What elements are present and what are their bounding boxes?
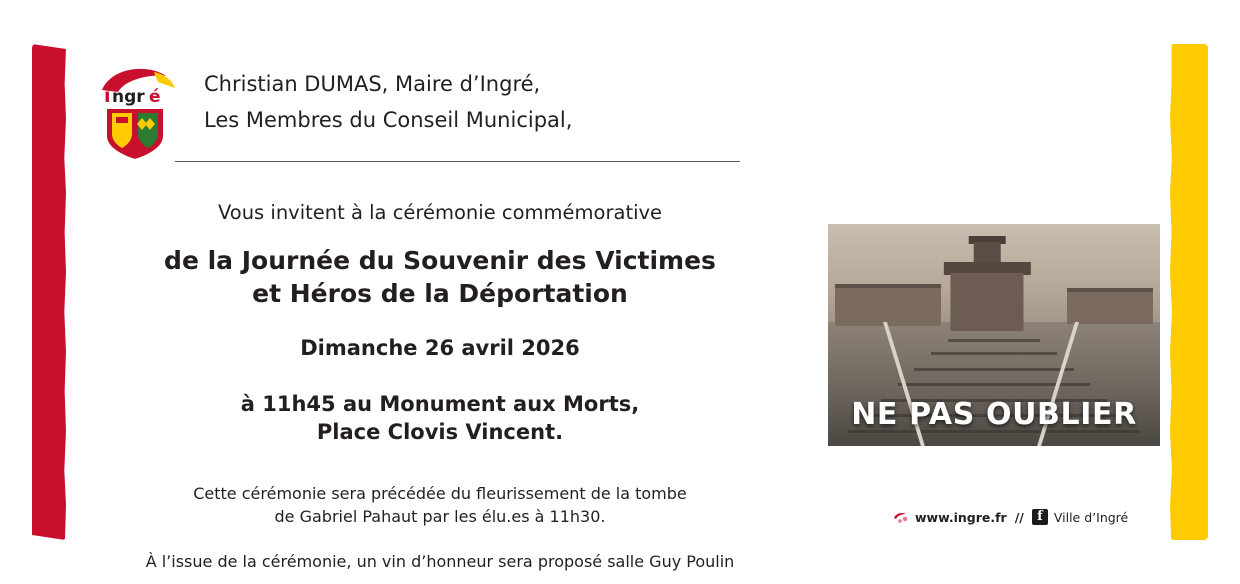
ceremony-note-line2: de Gabriel Pahaut par les élu.es à 11h30. bbox=[274, 507, 606, 526]
photo-barrack-right bbox=[1067, 288, 1153, 324]
photo-barrack-left bbox=[835, 284, 941, 326]
footer-links bbox=[893, 509, 1128, 525]
header-text bbox=[204, 58, 572, 138]
photo-gatehouse bbox=[951, 273, 1024, 331]
event-place bbox=[60, 390, 820, 446]
right-yellow-band bbox=[1170, 44, 1208, 540]
photo-rail-tie bbox=[898, 383, 1091, 386]
header-divider bbox=[175, 161, 740, 162]
invitation-line: Vous invitent à la cérémonie commémorative bbox=[217, 201, 663, 224]
photo-rail-tie bbox=[931, 352, 1057, 355]
event-title-line1: de la Journée du Souvenir des Victimes bbox=[164, 246, 716, 275]
photo-rail-tie bbox=[948, 339, 1041, 342]
invitation-body bbox=[60, 190, 820, 573]
ingre-logo-icon bbox=[92, 58, 178, 162]
event-title bbox=[60, 244, 820, 310]
event-date: Dimanche 26 avril 2026 bbox=[300, 336, 580, 360]
council-line: Les Membres du Conseil Municipal, bbox=[204, 108, 573, 132]
ceremony-note bbox=[60, 482, 820, 528]
photo-rail-tie bbox=[914, 368, 1073, 371]
svg-text:ngr: ngr bbox=[112, 87, 145, 107]
event-place-line2: Place Clovis Vincent. bbox=[316, 420, 564, 444]
website-link[interactable]: www.ingre.fr bbox=[915, 509, 1007, 525]
reception-note: À l’issue de la cérémonie, un vin d’honneur sera proposé salle Guy Poulin bbox=[145, 552, 735, 571]
facebook-icon[interactable]: f bbox=[1032, 509, 1048, 525]
event-title-line2: et Héros de la Déportation bbox=[252, 279, 628, 308]
svg-text:é: é bbox=[149, 87, 161, 107]
ceremony-note-line1: Cette cérémonie sera précédée du fleurissement de la tombe bbox=[193, 484, 687, 503]
svg-text:i: i bbox=[104, 85, 111, 107]
ingre-mark-icon bbox=[893, 510, 909, 524]
facebook-page-label[interactable]: Ville d’Ingré bbox=[1053, 509, 1129, 525]
footer-separator: // bbox=[1014, 509, 1024, 525]
event-place-line1: à 11h45 au Monument aux Morts, bbox=[240, 392, 640, 416]
memorial-photo bbox=[828, 224, 1160, 446]
header bbox=[92, 58, 752, 162]
mayor-line: Christian DUMAS, Maire d’Ingré, bbox=[204, 72, 541, 96]
photo-caption: NE PAS OUBLIER bbox=[851, 397, 1137, 432]
